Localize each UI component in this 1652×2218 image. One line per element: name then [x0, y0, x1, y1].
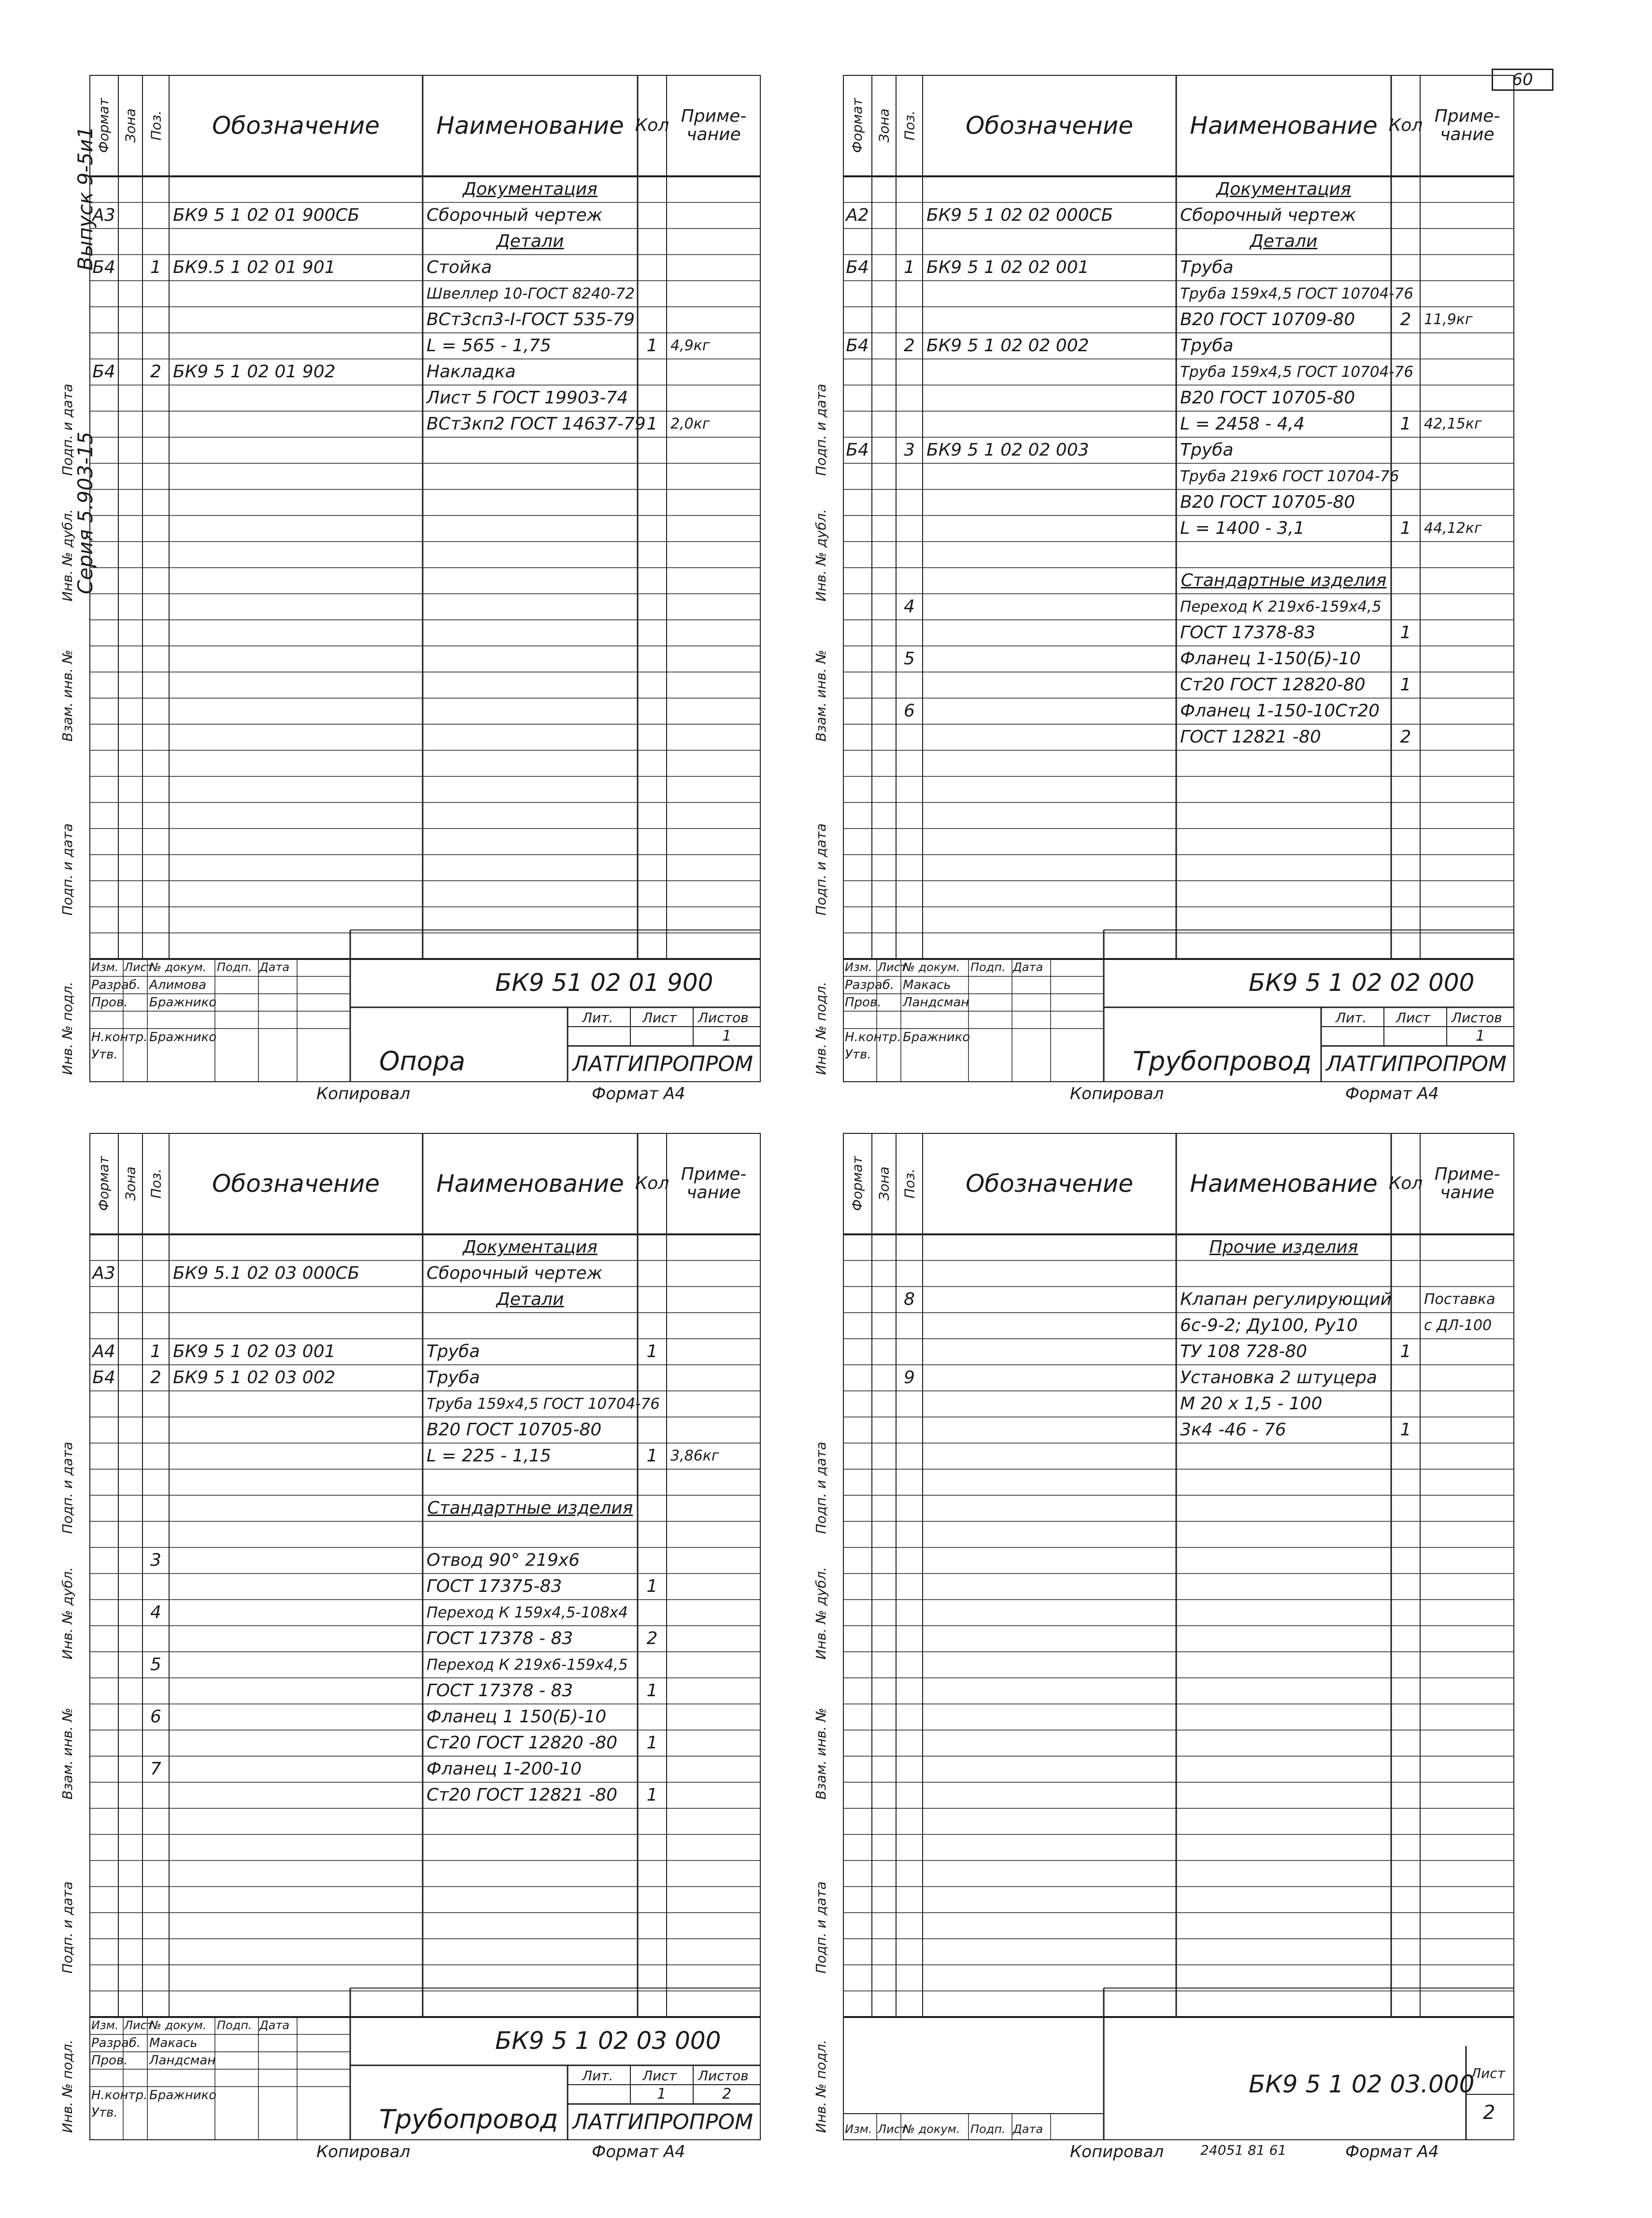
stamp-col-label: Подп. [217, 2018, 252, 2032]
series-label: Серия 5.903-15 [73, 431, 97, 594]
row-note: с ДЛ-100 [1424, 1317, 1492, 1334]
format-label: Формат А4 [592, 1084, 685, 1103]
header-designation: Обозначение [966, 1169, 1133, 1198]
row-qty: 1 [1400, 623, 1411, 643]
row-name: Документация [463, 1237, 598, 1257]
sheet-number: 2 [1483, 2102, 1495, 2124]
binding-label: Инв. № дубл. [59, 509, 75, 601]
row-qty: 1 [646, 1733, 658, 1753]
header-zone [118, 75, 142, 176]
row-designation: БК9 5 1 02 02 000СБ [926, 205, 1113, 225]
row-pos: 8 [904, 1289, 915, 1309]
row-name: ГОСТ 17378 - 83 [427, 1629, 573, 1648]
page-number: 60 [1492, 69, 1553, 91]
row-name: Сборочный чертеж [427, 1263, 603, 1283]
razrab-label: Разраб. [91, 978, 141, 992]
row-name: Клапан регулирующий [1180, 1289, 1392, 1309]
row-designation: БК9.5 1 02 01 901 [173, 258, 336, 277]
row-name: 6с-9-2; Ду100, Ру10 [1180, 1316, 1358, 1335]
stamp-col-label: Дата [259, 2018, 290, 2032]
row-name: 3к4 -46 - 76 [1180, 1420, 1286, 1440]
row-name: Швеллер 10-ГОСТ 8240-72 [427, 285, 635, 302]
header-note: Приме-чание [681, 1164, 747, 1202]
document-code: БК9 5 1 02 02 000 [1249, 969, 1475, 997]
nkontr-label: Н.контр. [91, 2088, 148, 2103]
row-qty: 2 [1400, 310, 1411, 329]
sheets-total: 1 [722, 1028, 732, 1045]
nkontr-name: Бражнико [149, 1030, 217, 1045]
header-qty: Кол [1388, 115, 1423, 136]
sheet-number: 1 [657, 2086, 667, 2103]
header-name: Наименование [1190, 111, 1378, 140]
stamp-col-label: Лист [124, 2018, 154, 2032]
binding-label: Подп. и дата [59, 384, 75, 476]
header-zone-text: Зона [876, 108, 892, 143]
row-designation: БК9 5 1 02 03 002 [173, 1368, 336, 1388]
binding-label: Взам. инв. № [59, 1707, 75, 1800]
row-note: 2,0кг [670, 415, 710, 432]
header-designation: Обозначение [212, 111, 380, 140]
utv-label: Утв. [845, 1047, 871, 1062]
row-designation: БК9 5 1 02 01 900СБ [173, 205, 360, 225]
binding-label: Взам. инв. № [813, 649, 829, 742]
row-pos: 5 [904, 649, 915, 669]
list-label: Лист [1396, 1010, 1430, 1026]
row-designation: БК9 5.1 02 03 000СБ [173, 1263, 360, 1283]
row-pos: 1 [150, 258, 161, 277]
organization: ЛАТГИПРОПРОМ [1326, 1052, 1507, 1076]
header-pos-text: Поз. [147, 1169, 164, 1199]
binding-label: Подп. и дата [59, 1442, 75, 1534]
row-name: Переход К 159х4,5-108х4 [427, 1604, 628, 1621]
row-name: Фланец 1 150(Б)-10 [427, 1707, 607, 1727]
document-title: Трубопровод [1133, 1046, 1312, 1076]
row-format: А4 [92, 1342, 115, 1361]
row-pos: 7 [150, 1759, 161, 1779]
row-name: Отвод 90° 219х6 [427, 1550, 580, 1570]
prov-name: Ландсман [903, 995, 969, 1010]
row-name: Стандартные изделия [427, 1498, 633, 1518]
binding-label: Подп. и дата [813, 823, 829, 916]
header-zone-text: Зона [876, 1166, 892, 1201]
binding-label: Инв. № подл. [813, 2039, 829, 2133]
stamp-col-label: Подп. [970, 960, 1006, 974]
header-zone-text: Зона [122, 1166, 139, 1201]
document-code: БК9 51 02 01 900 [495, 969, 713, 997]
spec-sheet-2 [813, 75, 1514, 1103]
row-name: Ст20 ГОСТ 12820 -80 [427, 1733, 618, 1753]
stamp-col-label: Лист [878, 2122, 907, 2136]
row-designation: БК9 5 1 02 01 902 [173, 362, 336, 382]
row-name: Детали [496, 1289, 564, 1309]
row-note: 44,12кг [1424, 520, 1482, 537]
utv-label: Утв. [91, 1047, 118, 1062]
row-name: ВСт3кп2 ГОСТ 14637-79 [427, 414, 646, 434]
row-name: Сборочный чертеж [427, 205, 603, 225]
row-name: Детали [1250, 231, 1318, 251]
list-label: Лист [642, 2068, 677, 2084]
header-zone [872, 1133, 896, 1234]
row-name: ГОСТ 17375-83 [427, 1576, 562, 1596]
row-pos: 3 [150, 1550, 161, 1570]
row-note: 42,15кг [1424, 415, 1482, 432]
stamp-col-label: Дата [259, 960, 290, 974]
razrab-label: Разраб. [91, 2036, 141, 2050]
row-pos: 4 [904, 597, 915, 616]
nkontr-label: Н.контр. [91, 1030, 148, 1045]
row-name: Труба 159х4,5 ГОСТ 10704-76 [1180, 363, 1413, 381]
kopiroval-label: Копировал [316, 1084, 411, 1103]
stamp-col-label: Лист [124, 960, 154, 974]
row-pos: 6 [150, 1707, 161, 1727]
sheets-total: 1 [1476, 1028, 1485, 1045]
row-pos: 2 [150, 362, 161, 382]
row-qty: 1 [646, 1446, 658, 1466]
lit-label: Лит. [582, 1010, 613, 1026]
row-format: Б4 [92, 258, 115, 277]
row-name: Детали [496, 231, 564, 251]
row-qty: 2 [1400, 727, 1411, 747]
header-name: Наименование [436, 1169, 624, 1198]
row-name: Труба 159х4,5 ГОСТ 10704-76 [427, 1395, 660, 1413]
archive-number: 24051 81 61 [1200, 2142, 1287, 2158]
row-format: А3 [92, 1263, 115, 1283]
row-pos: 1 [150, 1342, 161, 1361]
row-qty: 1 [1400, 1420, 1411, 1440]
row-name: Сборочный чертеж [1180, 205, 1356, 225]
row-name: М 20 х 1,5 - 100 [1180, 1394, 1323, 1414]
binding-label: Взам. инв. № [813, 1707, 829, 1800]
row-name: Труба [1180, 336, 1234, 356]
stamp-col-label: № докум. [149, 960, 207, 974]
sheets-total: 2 [722, 2086, 732, 2103]
row-qty: 1 [1400, 414, 1411, 434]
row-name: В20 ГОСТ 10705-80 [427, 1420, 602, 1440]
nkontr-name: Бражнико [149, 2088, 217, 2103]
row-pos: 2 [904, 336, 915, 356]
row-qty: 1 [646, 336, 658, 356]
razrab-name: Алимова [149, 978, 207, 992]
spec-sheet-3 [59, 1133, 761, 2161]
row-name: Труба [1180, 258, 1234, 277]
header-zone-text: Зона [122, 108, 139, 143]
row-name: Труба [427, 1342, 480, 1361]
row-name: Накладка [427, 362, 516, 382]
binding-label: Подп. и дата [813, 384, 829, 476]
row-format: Б4 [92, 1368, 115, 1388]
list-label: Лист [1471, 2065, 1505, 2081]
row-qty: 1 [1400, 1342, 1411, 1361]
lit-label: Лит. [1336, 1010, 1367, 1026]
header-pos [896, 75, 923, 176]
row-format: А2 [846, 205, 869, 225]
row-name: L = 225 - 1,15 [427, 1446, 551, 1466]
header-note: Приме-чание [1434, 1164, 1500, 1202]
header-note: Приме-чание [1434, 106, 1500, 144]
row-format: Б4 [846, 440, 869, 460]
row-name: ТУ 108 728-80 [1180, 1342, 1308, 1361]
row-name: Прочие изделия [1209, 1237, 1358, 1257]
kopiroval-label: Копировал [316, 2142, 411, 2161]
header-qty: Кол [1388, 1173, 1423, 1194]
format-label: Формат А4 [1345, 2142, 1439, 2161]
row-qty: 1 [646, 1785, 658, 1805]
row-designation: БК9 5 1 02 02 001 [926, 258, 1089, 277]
stamp-col-label: Изм. [845, 2122, 872, 2136]
row-note: 11,9кг [1424, 311, 1473, 328]
header-pos [896, 1133, 923, 1234]
document-title: Опора [379, 1046, 466, 1076]
row-pos: 6 [904, 701, 915, 721]
razrab-name: Макась [149, 2036, 198, 2050]
row-note: 3,86кг [670, 1447, 719, 1464]
listov-label: Листов [698, 1010, 749, 1026]
header-format-text: Формат [96, 98, 112, 153]
prov-label: Пров. [845, 995, 882, 1010]
header-name: Наименование [436, 111, 624, 140]
sheet-frame [843, 1133, 1514, 2140]
binding-label: Подп. и дата [59, 823, 75, 916]
row-qty: 2 [646, 1629, 658, 1648]
stamp-col-label: № докум. [903, 960, 960, 974]
header-note: Приме-чание [681, 106, 747, 144]
header-zone [118, 1133, 142, 1234]
binding-label: Инв. № подл. [59, 981, 75, 1075]
row-name: Фланец 1-150-10Ст20 [1180, 701, 1380, 721]
row-name: Документация [463, 179, 598, 199]
binding-label: Подп. и дата [813, 1881, 829, 1974]
binding-label: Подп. и дата [813, 1442, 829, 1534]
row-name: Труба [427, 1368, 480, 1388]
format-label: Формат А4 [1345, 1084, 1439, 1103]
header-pos-text: Поз. [901, 1169, 917, 1199]
prov-label: Пров. [91, 2053, 128, 2068]
row-name: Переход К 219х6-159х4,5 [427, 1656, 628, 1674]
binding-label: Инв. № дубл. [813, 1567, 829, 1660]
row-name: В20 ГОСТ 10705-80 [1180, 492, 1355, 512]
row-name: Документация [1216, 179, 1351, 199]
row-name: ВСт3сп3-I-ГОСТ 535-79 [427, 310, 635, 329]
row-name: Установка 2 штуцера [1180, 1368, 1377, 1388]
row-qty: 1 [1400, 518, 1411, 538]
document-title: Трубопровод [379, 2104, 558, 2134]
row-designation: БК9 5 1 02 02 002 [926, 336, 1089, 356]
row-name: ГОСТ 17378-83 [1180, 623, 1316, 643]
organization: ЛАТГИПРОПРОМ [572, 2110, 753, 2134]
row-name: ГОСТ 12821 -80 [1180, 727, 1321, 747]
nkontr-label: Н.контр. [845, 1030, 901, 1045]
row-pos: 5 [150, 1655, 161, 1674]
row-name: Труба 219х6 ГОСТ 10704-76 [1180, 468, 1399, 485]
binding-label: Инв. № подл. [59, 2039, 75, 2133]
stamp-col-label: Дата [1013, 2122, 1043, 2136]
header-pos [142, 1133, 169, 1234]
row-name: Ст20 ГОСТ 12820-80 [1180, 675, 1366, 695]
prov-label: Пров. [91, 995, 128, 1010]
header-designation: Обозначение [212, 1169, 380, 1198]
row-pos: 9 [904, 1368, 915, 1388]
row-name: В20 ГОСТ 10709-80 [1180, 310, 1355, 329]
kopiroval-label: Копировал [1070, 1084, 1164, 1103]
row-format: Б4 [846, 258, 869, 277]
razrab-name: Макась [903, 978, 951, 992]
binding-label: Подп. и дата [59, 1881, 75, 1974]
binding-label: Инв. № дубл. [59, 1567, 75, 1660]
document-code: БК9 5 1 02 03.000 [1249, 2070, 1475, 2098]
stamp-col-label: Дата [1013, 960, 1043, 974]
razrab-label: Разраб. [845, 978, 895, 992]
row-pos: 2 [150, 1368, 161, 1388]
row-name: Труба 159х4,5 ГОСТ 10704-76 [1180, 285, 1413, 302]
row-qty: 1 [646, 1681, 658, 1701]
header-format-text: Формат [849, 98, 866, 153]
lit-label: Лит. [582, 2068, 613, 2084]
stamp-col-label: № докум. [903, 2122, 960, 2136]
header-pos [142, 75, 169, 176]
stamp-col-label: Изм. [91, 960, 119, 974]
row-name: Стандартные изделия [1181, 571, 1387, 590]
row-format: А3 [92, 205, 115, 225]
header-zone [872, 75, 896, 176]
row-name: Ст20 ГОСТ 12821 -80 [427, 1785, 618, 1805]
row-name: Лист 5 ГОСТ 19903-74 [427, 388, 628, 408]
binding-label: Инв. № дубл. [813, 509, 829, 601]
stamp-col-label: Изм. [845, 960, 872, 974]
organization: ЛАТГИПРОПРОМ [572, 1052, 753, 1076]
row-pos: 4 [150, 1603, 161, 1622]
row-qty: 1 [646, 1576, 658, 1596]
row-pos: 3 [904, 440, 915, 460]
header-designation: Обозначение [966, 111, 1133, 140]
row-qty: 1 [646, 1342, 658, 1361]
row-name: L = 565 - 1,75 [427, 336, 551, 356]
row-qty: 1 [646, 414, 658, 434]
row-format: Б4 [92, 362, 115, 382]
nkontr-name: Бражнико [903, 1030, 970, 1045]
binding-label: Взам. инв. № [59, 649, 75, 742]
row-name: ГОСТ 17378 - 83 [427, 1681, 573, 1701]
listov-label: Листов [1452, 1010, 1502, 1026]
stamp-col-label: № докум. [149, 2018, 207, 2032]
row-name: В20 ГОСТ 10705-80 [1180, 388, 1355, 408]
utv-label: Утв. [91, 2105, 118, 2120]
spec-sheet-4 [813, 1133, 1514, 2161]
row-name: Переход К 219х6-159х4,5 [1180, 598, 1381, 615]
header-format-text: Формат [849, 1156, 866, 1211]
row-name: Фланец 1-150(Б)-10 [1180, 649, 1361, 669]
row-name: Труба [1180, 440, 1234, 460]
list-label: Лист [642, 1010, 677, 1026]
stamp-col-label: Изм. [91, 2018, 119, 2032]
row-name: L = 1400 - 3,1 [1180, 518, 1305, 538]
listov-label: Листов [698, 2068, 749, 2084]
row-name: Фланец 1-200-10 [427, 1759, 582, 1779]
kopiroval-label: Копировал [1070, 2142, 1164, 2161]
binding-label: Инв. № подл. [813, 981, 829, 1075]
row-name: Стойка [427, 258, 492, 277]
header-format [89, 75, 118, 176]
document-code: БК9 5 1 02 03 000 [495, 2027, 721, 2055]
header-name: Наименование [1190, 1169, 1378, 1198]
row-format: Б4 [846, 336, 869, 356]
header-qty: Кол [635, 115, 669, 136]
header-format-text: Формат [96, 1156, 112, 1211]
header-pos-text: Поз. [147, 111, 164, 141]
stamp-col-label: Подп. [970, 2122, 1006, 2136]
header-format [843, 1133, 872, 1234]
header-format [843, 75, 872, 176]
header-format [89, 1133, 118, 1234]
header-pos-text: Поз. [901, 111, 917, 141]
row-note: Поставка [1424, 1291, 1495, 1308]
issue-label: Выпуск 9-5и1 [73, 126, 97, 271]
row-designation: БК9 5 1 02 02 003 [926, 440, 1089, 460]
prov-name: Ландсман [149, 2053, 216, 2068]
stamp-col-label: Лист [878, 960, 907, 974]
row-pos: 1 [904, 258, 915, 277]
row-qty: 1 [1400, 675, 1411, 695]
header-qty: Кол [635, 1173, 669, 1194]
row-note: 4,9кг [670, 337, 710, 354]
row-designation: БК9 5 1 02 03 001 [173, 1342, 336, 1361]
row-name: L = 2458 - 4,4 [1180, 414, 1305, 434]
prov-name: Бражнико [149, 995, 217, 1010]
format-label: Формат А4 [592, 2142, 685, 2161]
stamp-col-label: Подп. [217, 960, 252, 974]
